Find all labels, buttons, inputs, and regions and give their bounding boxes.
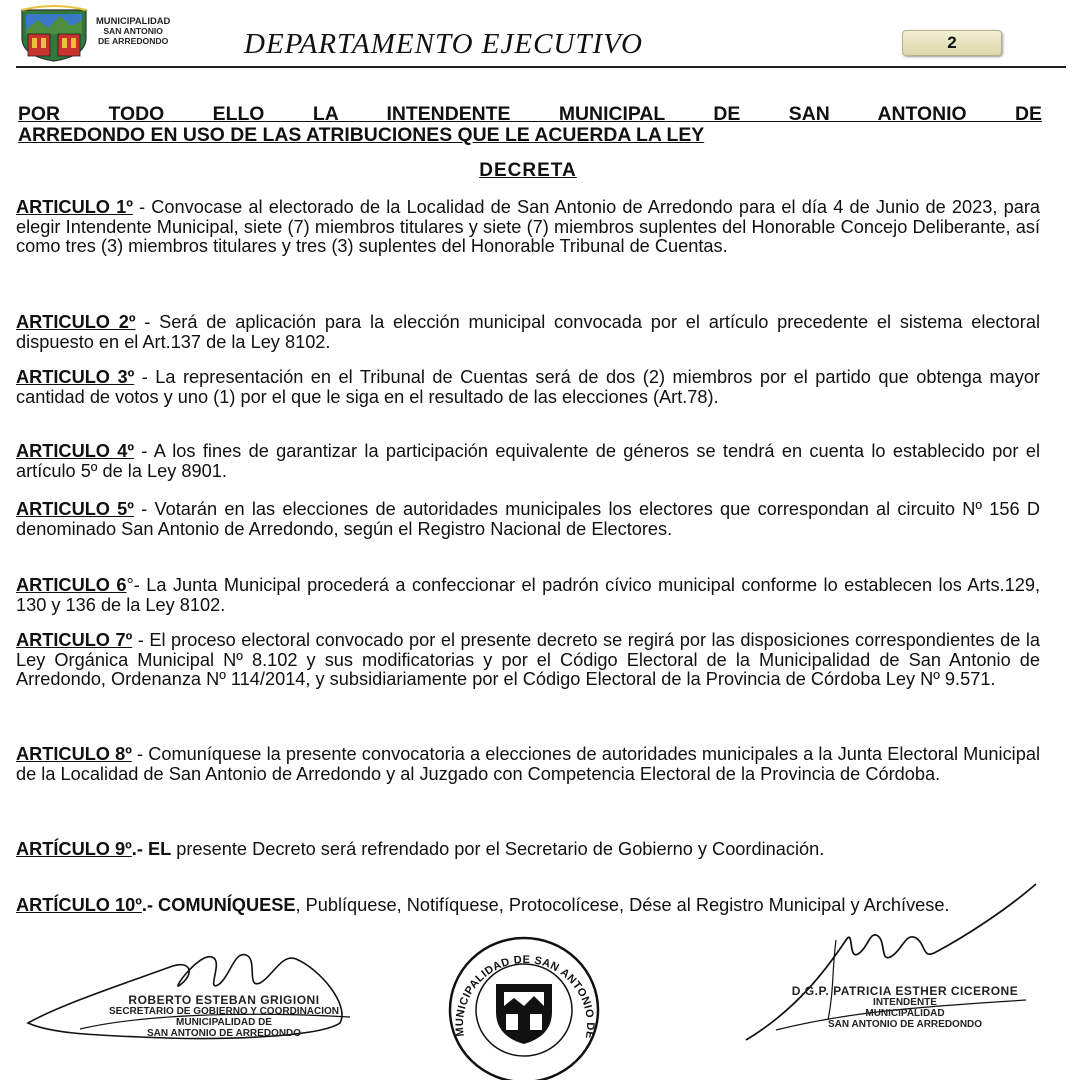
- article-9: [16, 840, 1040, 860]
- article-heading: ARTICULO 3º: [16, 367, 135, 387]
- preamble-line-2: ARREDONDO EN USO DE LAS ATRIBUCIONES QUE LE ACUERDA LA LEY: [18, 124, 705, 146]
- article-heading: ARTICULO 6: [16, 575, 127, 595]
- signature-block-secretary: [20, 945, 380, 1055]
- article-text: °- La Junta Municipal procederá a confeccionar el padrón cívico municipal conforme lo establecen los Arts.129, 130 y 136 de la Ley 8102.: [16, 575, 1040, 615]
- signatory-org-1: MUNICIPALIDAD: [865, 1008, 945, 1019]
- signatory-name: D.G.P. PATRICIA ESTHER CICERONE: [791, 984, 1019, 998]
- article-2: [16, 313, 1040, 352]
- article-heading: ARTÍCULO 9º: [16, 839, 132, 859]
- article-text: - Convocase al electorado de la Localidad de San Antonio de Arredondo para el día 4 de Junio de 2023, para elegir Intendente Municipal, siete (7) miembros titulares y siete (7) miembros suplentes del Honorable Concejo Deliberante, así como tres (3) miembros titulares y tres (3) suplentes del Honorable Tribunal de Cuentas.: [16, 197, 1040, 256]
- article-3: [16, 368, 1040, 407]
- article-text: - Comuníquese la presente convocatoria a elecciones de autoridades municipales a la Junta Electoral Municipal de la Localidad de San Antonio de Arredondo y al Juzgado con Competencia Electoral de la Provincia de Córdoba.: [16, 744, 1040, 784]
- article-bold-lead: .- EL: [131, 839, 172, 859]
- preamble: [18, 104, 1042, 146]
- page-header: [0, 0, 1080, 72]
- org-line-2: SAN ANTONIO: [103, 26, 163, 36]
- article-8: [16, 745, 1040, 784]
- decreta-heading: DECRETA: [479, 160, 577, 181]
- article-text: - La representación en el Tribunal de Cuentas será de dos (2) miembros por el partido que obtenga mayor cantidad de votos y uno (1) por el que le siga en el resultado de las elecciones (Art.78).: [16, 367, 1040, 407]
- signatory-role: SECRETARIO DE GOBIERNO Y COORDINACION: [108, 1006, 340, 1017]
- municipality-name: [96, 16, 170, 46]
- article-text: - A los fines de garantizar la participación equivalente de géneros se tendrá en cuenta lo establecido por el artículo 5º de la Ley 8901.: [16, 441, 1040, 481]
- signatory-org-2: SAN ANTONIO DE ARREDONDO: [827, 1019, 983, 1030]
- article-bold-lead: .- COMUNÍQUESE: [141, 895, 296, 915]
- article-heading: ARTICULO 7º: [16, 630, 133, 650]
- article-7: [16, 631, 1040, 690]
- article-text: - Será de aplicación para la elección municipal convocada por el artículo precedente el sistema electoral dispuesto en el Art.137 de la Ley 8102.: [16, 312, 1040, 352]
- seal-ring-text: MUNICIPALIDAD DE SAN ANTONIO DE: [453, 953, 597, 1040]
- article-heading: ARTICULO 1º: [16, 197, 133, 217]
- municipal-seal: [424, 926, 624, 1080]
- article-text: , Publíquese, Notifíquese, Protocolícese, Dése al Registro Municipal y Archívese.: [295, 895, 950, 915]
- municipal-coat-of-arms-logo: [18, 4, 90, 62]
- article-heading: ARTICULO 5º: [16, 499, 134, 519]
- seal-graphic: [424, 926, 624, 1080]
- org-line-3: DE ARREDONDO: [97, 36, 169, 46]
- page-number-badge: 2: [902, 30, 1002, 56]
- article-heading: ARTICULO 4º: [16, 441, 135, 461]
- article-6: [16, 576, 1040, 615]
- handwritten-signature-right: [736, 880, 1066, 1070]
- signatory-name: ROBERTO ESTEBAN GRIGIONI: [128, 993, 320, 1007]
- department-title: DEPARTAMENTO EJECUTIVO: [244, 28, 643, 60]
- article-5: [16, 500, 1040, 539]
- signatory-role: INTENDENTE: [873, 997, 937, 1008]
- article-text: - Votarán en las elecciones de autoridades municipales los electores que correspondan al circuito Nº 156 D denominado San Antonio de Arredondo, según el Registro Nacional de Electores.: [16, 499, 1040, 539]
- preamble-line-1: POR TODO ELLO LA INTENDENTE MUNICIPAL DE SAN ANTONIO DE: [18, 103, 1042, 125]
- signature-block-mayor: [736, 880, 1066, 1070]
- header-divider: [16, 66, 1066, 68]
- article-text: presente Decreto será refrendado por el Secretario de Gobierno y Coordinación.: [171, 839, 825, 859]
- article-heading: ARTICULO 8º: [16, 744, 132, 764]
- secretary-stamp-text: [84, 995, 364, 1039]
- signatory-org-1: MUNICIPALIDAD DE: [176, 1017, 272, 1028]
- article-1: [16, 198, 1040, 257]
- signatory-org-2: SAN ANTONIO DE ARREDONDO: [146, 1028, 302, 1039]
- mayor-stamp-text: [770, 986, 1040, 1030]
- article-text: - El proceso electoral convocado por el presente decreto se regirá por las disposiciones correspondientes de la Ley Orgánica Municipal Nº 8.102 y sus modificatorias y por el Código Electoral de la Municipalidad de San Antonio de Arredondo, Ordenanza Nº 114/2014, y subsidiariamente por el Código Electoral de la Provincia de Córdoba Ley Nº 9.571.: [16, 630, 1040, 689]
- org-line-1: MUNICIPALIDAD: [96, 15, 171, 26]
- article-heading: ARTÍCULO 10º: [16, 895, 142, 915]
- article-4: [16, 442, 1040, 481]
- article-heading: ARTICULO 2º: [16, 312, 136, 332]
